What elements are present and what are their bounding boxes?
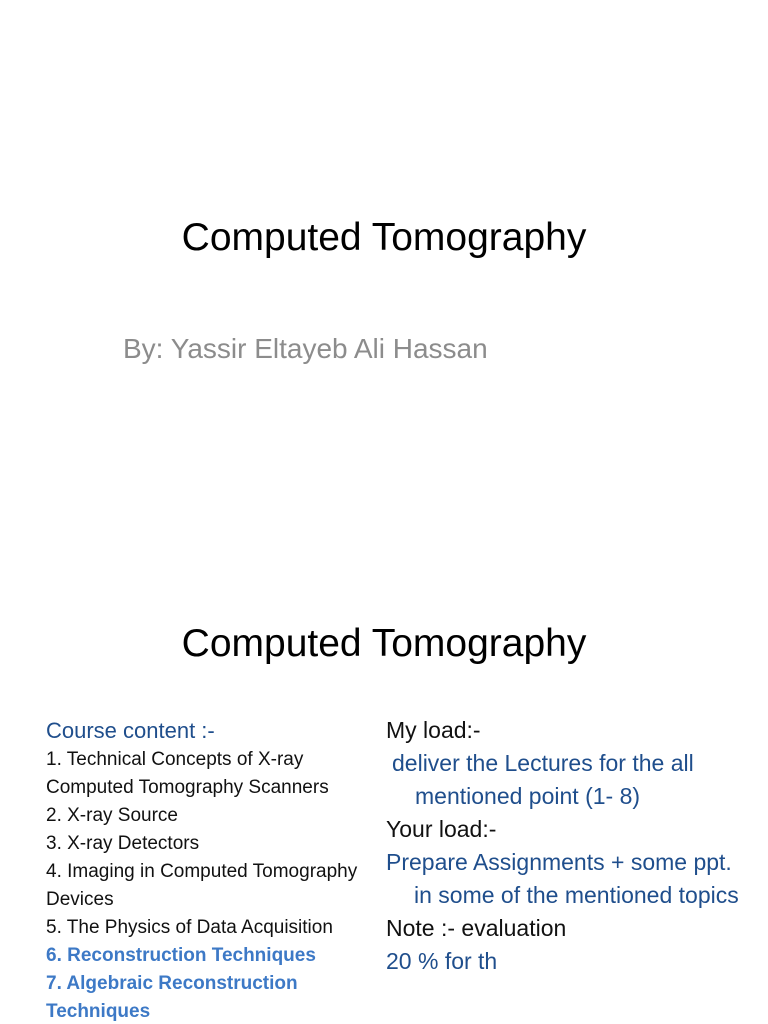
list-item: 4. Imaging in Computed Tomography Devices [46, 861, 358, 910]
course-content-column [46, 716, 376, 1024]
slide-2-title: Computed Tomography [181, 622, 587, 665]
slide-1-subtitle: By: Yassir Eltayeb Ali Hassan [123, 333, 488, 364]
list-item: 3. X-ray Detectors [46, 833, 200, 854]
list-item-highlighted: 7. Algebraic Reconstruction Techniques [46, 973, 298, 1022]
slide-2 [0, 576, 768, 1024]
slide-1-title: Computed Tomography [181, 216, 587, 259]
note-label: Note :- evaluation [386, 915, 567, 941]
list-item: 1. Technical Concepts of X-ray Computed Tomography Scanners [46, 749, 329, 798]
evaluation-text: 20 % for th [386, 948, 498, 974]
list-item: 2. X-ray Source [46, 805, 178, 826]
load-column [386, 714, 746, 978]
my-load-text: deliver the Lectures for the all mentioned point (1- 8) [392, 750, 694, 809]
list-item-highlighted: 6. Reconstruction Techniques [46, 945, 316, 966]
your-load-label: Your load:- [386, 816, 497, 842]
list-item: 5. The Physics of Data Acquisition [46, 917, 333, 938]
my-load-label: My load:- [386, 717, 481, 743]
your-load-text: Prepare Assignments + some ppt. in some of the mentioned topics [386, 849, 739, 908]
course-content-heading: Course content :- [46, 718, 215, 743]
course-content-list [46, 746, 376, 1024]
